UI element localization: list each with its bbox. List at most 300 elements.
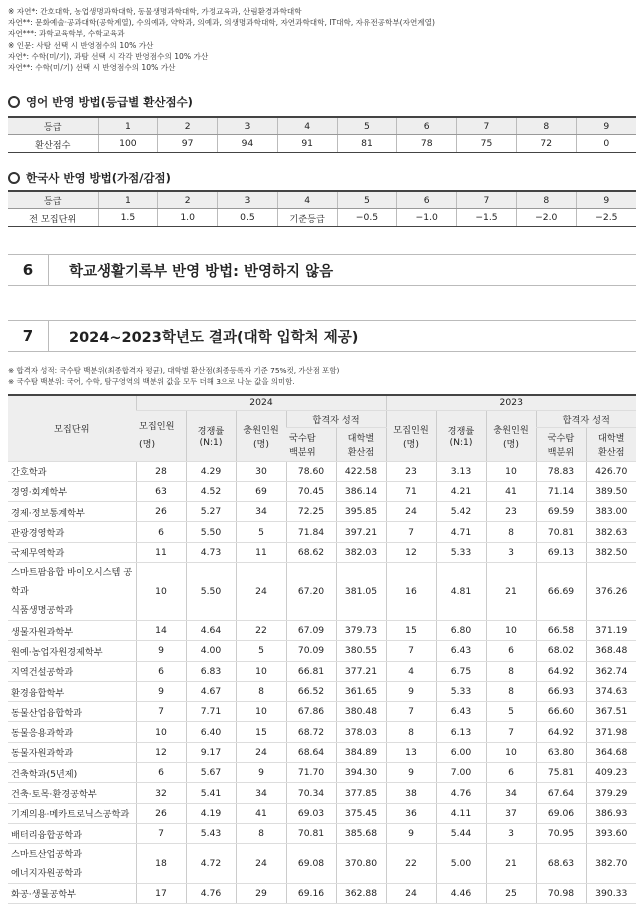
value-cell: 71.70 [286, 763, 336, 783]
value-cell: 68.02 [536, 641, 586, 661]
table-row [8, 844, 636, 884]
value-cell: 6 [136, 661, 186, 681]
percentile-header: 국수탐 백분위 [536, 427, 586, 461]
value-cell: 24 [386, 883, 436, 903]
value-cell: 384.89 [336, 742, 386, 762]
value-cell: 8 [486, 681, 536, 701]
score-cell: 78 [397, 135, 457, 153]
unit-name-cell: 동물응용과학과 [8, 722, 136, 742]
english-table [8, 116, 636, 153]
table-row [8, 681, 636, 701]
value-cell: 379.73 [336, 620, 386, 640]
value-cell: 69.08 [286, 844, 336, 884]
score-cell: 72 [516, 135, 576, 153]
section-title: 2024~2023학년도 결과(대학 입학처 제공) [69, 329, 359, 346]
value-cell: 67.09 [286, 620, 336, 640]
value-cell: 66.58 [536, 620, 586, 640]
year-2023-header: 2023 [386, 395, 636, 410]
value-cell: 378.03 [336, 722, 386, 742]
value-cell: 5.33 [436, 681, 486, 701]
value-cell: 14 [136, 620, 186, 640]
score-header: 합격자 성적 [286, 410, 386, 427]
unit-name-cell: 국제무역학과 [8, 542, 136, 562]
unit-name-cell: 생물자원과학부 [8, 620, 136, 640]
value-cell: 67.86 [286, 702, 336, 722]
score-cell: 97 [158, 135, 218, 153]
value-cell: 8 [386, 722, 436, 742]
score-cell: 94 [218, 135, 278, 153]
english-title-text: 영어 반영 방법(등급별 환산점수) [26, 95, 193, 109]
value-cell: 377.85 [336, 783, 386, 803]
results-body [8, 461, 636, 904]
value-cell: 4.29 [186, 461, 236, 481]
value-cell: 63 [136, 481, 186, 501]
value-cell: 4.64 [186, 620, 236, 640]
unit-name-cell: 동물자원과학과 [8, 742, 136, 762]
value-cell: 63.80 [536, 742, 586, 762]
value-cell: 37 [486, 803, 536, 823]
value-cell: 5.00 [436, 844, 486, 884]
value-cell: 371.19 [586, 620, 636, 640]
value-cell: 4.72 [186, 844, 236, 884]
table-row [8, 722, 636, 742]
score-cell: −2.5 [576, 209, 636, 227]
value-cell: 3 [486, 542, 536, 562]
value-cell: 69.03 [286, 803, 336, 823]
value-cell: 67.64 [536, 783, 586, 803]
score-cell: 81 [337, 135, 397, 153]
value-cell: 9 [136, 681, 186, 701]
table-row [8, 763, 636, 783]
value-cell: 66.52 [286, 681, 336, 701]
grade-cell: 8 [516, 191, 576, 209]
value-cell: 26 [136, 803, 186, 823]
value-cell: 5.27 [186, 502, 236, 522]
value-cell: 4.00 [186, 641, 236, 661]
value-cell: 71.84 [286, 522, 336, 542]
value-cell: 69 [236, 481, 286, 501]
value-cell: 5.41 [186, 783, 236, 803]
unit-name-cell: 경영·회계학부 [8, 481, 136, 501]
value-cell: 16 [386, 562, 436, 620]
value-cell: 28 [136, 461, 186, 481]
value-cell: 7 [136, 823, 186, 843]
value-cell: 69.59 [536, 502, 586, 522]
value-cell: 68.63 [536, 844, 586, 884]
value-cell: 22 [236, 620, 286, 640]
value-cell: 71.14 [536, 481, 586, 501]
grade-cell: 6 [397, 191, 457, 209]
year-2024-header: 2024 [136, 395, 386, 410]
rate-header: 경쟁률 (N:1) [436, 410, 486, 461]
value-cell: 4.52 [186, 481, 236, 501]
value-cell: 4.76 [436, 783, 486, 803]
value-cell: 11 [136, 542, 186, 562]
value-cell: 374.63 [586, 681, 636, 701]
value-cell: 5.33 [436, 542, 486, 562]
value-cell: 15 [386, 620, 436, 640]
value-cell: 24 [386, 502, 436, 522]
value-cell: 10 [136, 562, 186, 620]
value-cell: 7 [136, 702, 186, 722]
history-table [8, 190, 636, 227]
value-cell: 72.25 [286, 502, 336, 522]
value-cell: 78.60 [286, 461, 336, 481]
value-cell: 13 [386, 742, 436, 762]
grade-cell: 9 [576, 191, 636, 209]
value-cell: 68.72 [286, 722, 336, 742]
value-cell: 66.60 [536, 702, 586, 722]
unit-name-cell: 지역건설공학과 [8, 661, 136, 681]
score-cell: 0.5 [218, 209, 278, 227]
value-cell: 71 [386, 481, 436, 501]
value-cell: 5.43 [186, 823, 236, 843]
value-cell: 10 [486, 461, 536, 481]
value-cell: 375.45 [336, 803, 386, 823]
value-cell: 382.50 [586, 542, 636, 562]
value-cell: 386.93 [586, 803, 636, 823]
value-cell: 12 [386, 542, 436, 562]
value-cell: 9.17 [186, 742, 236, 762]
value-cell: 4.73 [186, 542, 236, 562]
footnote-line: ※ 인문: 사탐 선택 시 반영점수의 10% 가산 [8, 40, 154, 50]
value-cell: 23 [486, 502, 536, 522]
value-cell: 3.13 [436, 461, 486, 481]
value-cell: 4.76 [186, 883, 236, 903]
value-cell: 26 [136, 502, 186, 522]
value-cell: 36 [386, 803, 436, 823]
fill-header: 충원인원 (명) [486, 410, 536, 461]
table-row [8, 522, 636, 542]
value-cell: 379.29 [586, 783, 636, 803]
table-row [8, 502, 636, 522]
grade-cell: 3 [218, 191, 278, 209]
score-cell: 1.0 [158, 209, 218, 227]
value-cell: 6 [136, 522, 186, 542]
value-cell: 5.50 [186, 522, 236, 542]
value-cell: 5.44 [436, 823, 486, 843]
value-cell: 6 [486, 641, 536, 661]
unit-name-cell: 기계의용·메카트로닉스공학과 [8, 803, 136, 823]
score-cell: 기준등급 [277, 209, 337, 227]
grade-cell: 3 [218, 117, 278, 135]
value-cell: 8 [236, 823, 286, 843]
results-table [8, 394, 636, 904]
rate-header: 경쟁률 (N:1) [186, 410, 236, 461]
value-cell: 70.81 [286, 823, 336, 843]
value-cell: 380.55 [336, 641, 386, 661]
unit-name-cell: 간호학과 [8, 461, 136, 481]
score-cell: −1.0 [397, 209, 457, 227]
unit-name-cell: 환경융합학부 [8, 681, 136, 701]
score-cell: 100 [98, 135, 158, 153]
percentile-header: 국수탐 백분위 [286, 427, 336, 461]
value-cell: 7.00 [436, 763, 486, 783]
score-cell: −0.5 [337, 209, 397, 227]
value-cell: 6.83 [186, 661, 236, 681]
value-cell: 380.48 [336, 702, 386, 722]
value-cell: 22 [386, 844, 436, 884]
value-cell: 64.92 [536, 722, 586, 742]
result-note-line: ※ 합격자 성적: 국수탐 백분위(최종합격자 평균), 대학별 환산점(최종등록자 기준 75%컷, 가산점 포함) [8, 366, 340, 375]
grade-cell: 7 [457, 191, 517, 209]
grade-cell: 1 [98, 191, 158, 209]
value-cell: 371.98 [586, 722, 636, 742]
grade-label: 등급 [8, 191, 98, 209]
table-row [8, 823, 636, 843]
value-cell: 70.98 [536, 883, 586, 903]
section-7-header [8, 320, 636, 352]
value-cell: 41 [486, 481, 536, 501]
value-cell: 66.69 [536, 562, 586, 620]
score-header: 합격자 성적 [536, 410, 636, 427]
value-cell: 385.68 [336, 823, 386, 843]
value-cell: 68.64 [286, 742, 336, 762]
english-header-row [8, 117, 636, 135]
quota-header: 모집인원 (명) [386, 410, 436, 461]
value-cell: 4 [386, 661, 436, 681]
unit-name-cell: 건축·토목·환경공학부 [8, 783, 136, 803]
value-cell: 70.34 [286, 783, 336, 803]
value-cell: 70.45 [286, 481, 336, 501]
grade-cell: 4 [277, 117, 337, 135]
footnote-line: 자연**: 문화예술·공과대학(공학계열), 수의예과, 약학과, 의예과, 의생명과학대학, 자연과학대학, IT대학, 자유전공학부(자연계열) [8, 18, 435, 28]
english-value-row [8, 135, 636, 153]
value-cell: 8 [486, 661, 536, 681]
value-cell: 362.74 [586, 661, 636, 681]
value-cell: 6.43 [436, 702, 486, 722]
table-row [8, 620, 636, 640]
value-cell: 5 [486, 702, 536, 722]
value-cell: 69.13 [536, 542, 586, 562]
value-cell: 66.81 [286, 661, 336, 681]
value-cell: 7 [386, 702, 436, 722]
value-cell: 382.70 [586, 844, 636, 884]
footnote-line: 자연**: 수학(미/기) 선택 시 반영점수의 10% 가산 [8, 63, 176, 73]
value-cell: 367.51 [586, 702, 636, 722]
section-6-header [8, 254, 636, 286]
value-cell: 70.09 [286, 641, 336, 661]
value-cell: 5.42 [436, 502, 486, 522]
value-cell: 6.75 [436, 661, 486, 681]
unit-name-cell: 원예·농업자원경제학부 [8, 641, 136, 661]
footnote-line: 자연*: 수학(미/기), 과탐 선택 시 각각 반영점수의 10% 가산 [8, 51, 209, 61]
value-cell: 397.21 [336, 522, 386, 542]
value-cell: 41 [236, 803, 286, 823]
section-number: 6 [8, 255, 49, 285]
value-cell: 382.03 [336, 542, 386, 562]
value-cell: 7.71 [186, 702, 236, 722]
score-cell: 1.5 [98, 209, 158, 227]
value-cell: 11 [236, 542, 286, 562]
value-cell: 6 [486, 763, 536, 783]
score-cell: −1.5 [457, 209, 517, 227]
score-cell: −2.0 [516, 209, 576, 227]
value-cell: 7 [386, 522, 436, 542]
result-notes [8, 366, 339, 387]
value-cell: 368.48 [586, 641, 636, 661]
value-cell: 10 [486, 742, 536, 762]
value-cell: 75.81 [536, 763, 586, 783]
footnotes [8, 6, 435, 73]
value-cell: 426.70 [586, 461, 636, 481]
value-cell: 24 [236, 562, 286, 620]
value-cell: 390.33 [586, 883, 636, 903]
table-row [8, 803, 636, 823]
value-cell: 4.71 [436, 522, 486, 542]
value-cell: 10 [236, 661, 286, 681]
table-row [8, 702, 636, 722]
value-cell: 70.95 [536, 823, 586, 843]
value-cell: 21 [486, 562, 536, 620]
unit-name-cell: 스마트산업공학과 에너지자원공학과 [8, 844, 136, 884]
value-cell: 395.85 [336, 502, 386, 522]
table-row [8, 883, 636, 903]
footnote-line: 자연***: 과학교육학부, 수학교육과 [8, 29, 125, 39]
grade-cell: 6 [397, 117, 457, 135]
value-cell: 4.11 [436, 803, 486, 823]
value-cell: 24 [236, 742, 286, 762]
value-cell: 68.62 [286, 542, 336, 562]
value-cell: 66.93 [536, 681, 586, 701]
table-row [8, 742, 636, 762]
footnote-line: ※ 자연*: 간호대학, 농업생명과학대학, 동물생명과학대학, 가정교육과, 산림환경과학대학 [8, 7, 302, 16]
value-cell: 21 [486, 844, 536, 884]
value-cell: 5 [236, 522, 286, 542]
value-cell: 361.65 [336, 681, 386, 701]
value-cell: 24 [236, 844, 286, 884]
value-cell: 9 [136, 641, 186, 661]
year-header-row [8, 395, 636, 410]
value-cell: 362.88 [336, 883, 386, 903]
unit-name-cell: 관광경영학과 [8, 522, 136, 542]
grade-cell: 9 [576, 117, 636, 135]
value-cell: 6.13 [436, 722, 486, 742]
table-row [8, 562, 636, 620]
section-number: 7 [8, 321, 49, 351]
history-title-text: 한국사 반영 방법(가점/감점) [26, 171, 171, 185]
value-cell: 17 [136, 883, 186, 903]
fill-header: 충원인원 (명) [236, 410, 286, 461]
grade-cell: 2 [158, 117, 218, 135]
score-cell: 0 [576, 135, 636, 153]
unit-label: 전 모집단위 [8, 209, 98, 227]
value-cell: 9 [386, 823, 436, 843]
grade-cell: 7 [457, 117, 517, 135]
value-cell: 9 [386, 681, 436, 701]
unit-name-cell: 경제·정보통계학부 [8, 502, 136, 522]
score-label: 환산점수 [8, 135, 98, 153]
value-cell: 376.26 [586, 562, 636, 620]
value-cell: 32 [136, 783, 186, 803]
value-cell: 67.20 [286, 562, 336, 620]
value-cell: 6.00 [436, 742, 486, 762]
value-cell: 64.92 [536, 661, 586, 681]
grade-cell: 1 [98, 117, 158, 135]
grade-cell: 8 [516, 117, 576, 135]
history-header-row [8, 191, 636, 209]
value-cell: 377.21 [336, 661, 386, 681]
value-cell: 34 [236, 783, 286, 803]
value-cell: 364.68 [586, 742, 636, 762]
value-cell: 3 [486, 823, 536, 843]
unit-name-cell: 건축학과(5년제) [8, 763, 136, 783]
circle-bullet-icon [8, 172, 20, 184]
unit-name-cell: 화공·생물공학부 [8, 883, 136, 903]
score-cell: 75 [457, 135, 517, 153]
converted-header: 대학별 환산점 [336, 427, 386, 461]
value-cell: 7 [386, 641, 436, 661]
value-cell: 30 [236, 461, 286, 481]
section-title: 학교생활기록부 반영 방법: 반영하지 않음 [69, 263, 334, 280]
value-cell: 4.21 [436, 481, 486, 501]
value-cell: 9 [386, 763, 436, 783]
unit-name-cell: 배터리융합공학과 [8, 823, 136, 843]
value-cell: 4.19 [186, 803, 236, 823]
grade-cell: 5 [337, 117, 397, 135]
value-cell: 34 [486, 783, 536, 803]
value-cell: 6.40 [186, 722, 236, 742]
value-cell: 23 [386, 461, 436, 481]
value-cell: 15 [236, 722, 286, 742]
value-cell: 70.81 [536, 522, 586, 542]
table-row [8, 461, 636, 481]
value-cell: 386.14 [336, 481, 386, 501]
value-cell: 7 [486, 722, 536, 742]
table-row [8, 783, 636, 803]
grade-cell: 5 [337, 191, 397, 209]
grade-cell: 4 [277, 191, 337, 209]
value-cell: 6.80 [436, 620, 486, 640]
circle-bullet-icon [8, 96, 20, 108]
quota-header: 모집인원 (명) [136, 410, 186, 461]
grade-cell: 2 [158, 191, 218, 209]
grade-label: 등급 [8, 117, 98, 135]
table-row [8, 481, 636, 501]
value-cell: 4.81 [436, 562, 486, 620]
value-cell: 10 [136, 722, 186, 742]
value-cell: 389.50 [586, 481, 636, 501]
value-cell: 18 [136, 844, 186, 884]
value-cell: 394.30 [336, 763, 386, 783]
value-cell: 5 [236, 641, 286, 661]
value-cell: 393.60 [586, 823, 636, 843]
table-row [8, 542, 636, 562]
value-cell: 69.16 [286, 883, 336, 903]
unit-header: 모집단위 [8, 395, 136, 461]
value-cell: 10 [486, 620, 536, 640]
value-cell: 12 [136, 742, 186, 762]
value-cell: 382.63 [586, 522, 636, 542]
value-cell: 10 [236, 702, 286, 722]
value-cell: 5.67 [186, 763, 236, 783]
result-note-line: ※ 국수탐 백분위: 국어, 수학, 탐구영역의 백분위 값을 모두 더해 3으로 나눈 값을 의미함. [8, 376, 295, 386]
value-cell: 78.83 [536, 461, 586, 481]
value-cell: 4.67 [186, 681, 236, 701]
table-row [8, 641, 636, 661]
value-cell: 9 [236, 763, 286, 783]
value-cell: 6.43 [436, 641, 486, 661]
value-cell: 409.23 [586, 763, 636, 783]
value-cell: 25 [486, 883, 536, 903]
table-row [8, 661, 636, 681]
value-cell: 381.05 [336, 562, 386, 620]
value-cell: 6 [136, 763, 186, 783]
history-value-row [8, 209, 636, 227]
english-section-title [8, 94, 193, 110]
history-section-title [8, 170, 171, 186]
unit-name-cell: 동물산업융합학과 [8, 702, 136, 722]
